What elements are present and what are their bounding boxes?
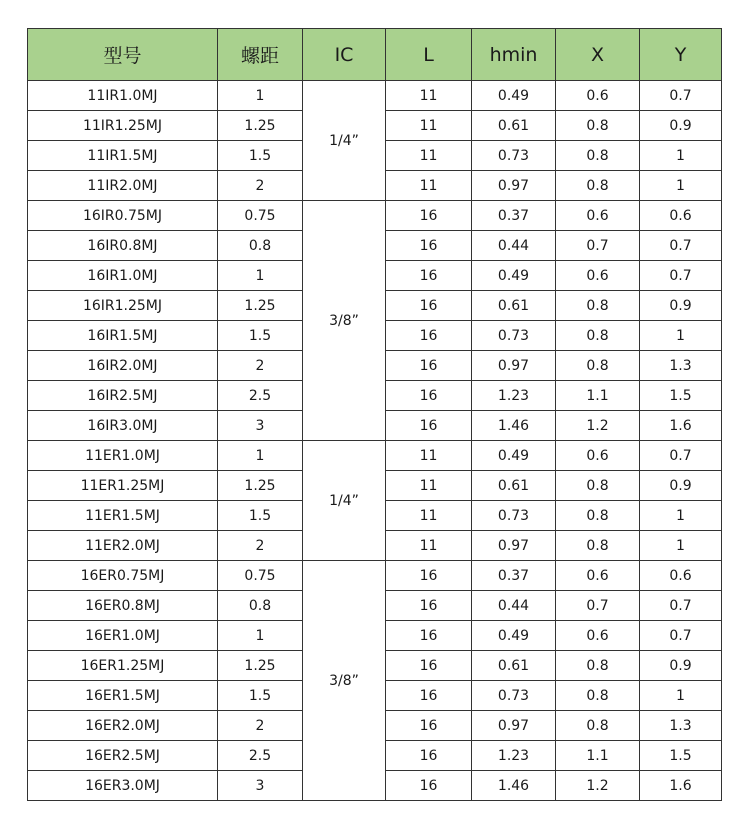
table-row: [28, 201, 722, 231]
cell-y: 0.7: [640, 591, 722, 621]
cell-pitch: 0.8: [218, 591, 303, 621]
cell-ic: 3/8”: [303, 201, 386, 441]
cell-l: 11: [386, 531, 472, 561]
cell-l: 16: [386, 231, 472, 261]
cell-l: 11: [386, 441, 472, 471]
cell-hmin: 1.46: [472, 411, 556, 441]
cell-l: 16: [386, 321, 472, 351]
table-row: [28, 81, 722, 111]
cell-y: 1: [640, 531, 722, 561]
cell-y: 0.7: [640, 261, 722, 291]
cell-x: 0.8: [556, 351, 640, 381]
cell-y: 1: [640, 501, 722, 531]
cell-hmin: 0.44: [472, 591, 556, 621]
cell-hmin: 0.73: [472, 321, 556, 351]
header-x: X: [556, 29, 640, 81]
cell-x: 0.6: [556, 441, 640, 471]
cell-l: 16: [386, 291, 472, 321]
cell-pitch: 2: [218, 351, 303, 381]
header-ic: IC: [303, 29, 386, 81]
cell-hmin: 0.49: [472, 261, 556, 291]
cell-model: 16IR2.0MJ: [28, 351, 218, 381]
cell-l: 11: [386, 471, 472, 501]
cell-model: 11IR2.0MJ: [28, 171, 218, 201]
cell-l: 16: [386, 561, 472, 591]
cell-hmin: 0.61: [472, 291, 556, 321]
cell-l: 16: [386, 381, 472, 411]
cell-hmin: 0.73: [472, 681, 556, 711]
cell-hmin: 1.23: [472, 741, 556, 771]
cell-y: 0.7: [640, 231, 722, 261]
cell-model: 16ER1.5MJ: [28, 681, 218, 711]
cell-y: 0.6: [640, 201, 722, 231]
cell-l: 11: [386, 141, 472, 171]
cell-hmin: 0.37: [472, 561, 556, 591]
cell-model: 16ER0.8MJ: [28, 591, 218, 621]
header-model: 型号: [28, 29, 218, 81]
cell-hmin: 0.97: [472, 171, 556, 201]
cell-hmin: 0.61: [472, 651, 556, 681]
cell-y: 1: [640, 141, 722, 171]
cell-pitch: 0.75: [218, 561, 303, 591]
cell-pitch: 1.25: [218, 111, 303, 141]
cell-l: 16: [386, 411, 472, 441]
cell-y: 1.6: [640, 771, 722, 801]
cell-ic: 1/4”: [303, 441, 386, 561]
cell-y: 0.9: [640, 111, 722, 141]
header-row: [28, 29, 722, 81]
cell-model: 11ER1.0MJ: [28, 441, 218, 471]
cell-y: 1.6: [640, 411, 722, 441]
cell-x: 0.8: [556, 321, 640, 351]
cell-model: 11IR1.5MJ: [28, 141, 218, 171]
cell-hmin: 0.73: [472, 141, 556, 171]
cell-pitch: 3: [218, 771, 303, 801]
cell-hmin: 0.61: [472, 111, 556, 141]
cell-l: 16: [386, 591, 472, 621]
cell-x: 0.8: [556, 291, 640, 321]
cell-y: 0.7: [640, 81, 722, 111]
cell-model: 16ER1.0MJ: [28, 621, 218, 651]
cell-pitch: 1.5: [218, 681, 303, 711]
cell-l: 16: [386, 711, 472, 741]
cell-y: 1: [640, 171, 722, 201]
cell-pitch: 1.25: [218, 291, 303, 321]
cell-hmin: 0.97: [472, 351, 556, 381]
cell-x: 0.8: [556, 711, 640, 741]
cell-pitch: 2: [218, 711, 303, 741]
cell-x: 0.6: [556, 201, 640, 231]
cell-pitch: 1.5: [218, 141, 303, 171]
cell-x: 1.2: [556, 411, 640, 441]
cell-model: 16IR1.25MJ: [28, 291, 218, 321]
cell-x: 1.1: [556, 381, 640, 411]
cell-pitch: 0.75: [218, 201, 303, 231]
cell-x: 0.8: [556, 501, 640, 531]
cell-y: 1.5: [640, 741, 722, 771]
cell-model: 16ER1.25MJ: [28, 651, 218, 681]
cell-x: 0.8: [556, 681, 640, 711]
cell-hmin: 0.49: [472, 621, 556, 651]
cell-model: 16ER2.0MJ: [28, 711, 218, 741]
cell-x: 0.6: [556, 81, 640, 111]
cell-hmin: 0.49: [472, 81, 556, 111]
cell-x: 0.6: [556, 621, 640, 651]
header-l: L: [386, 29, 472, 81]
cell-l: 16: [386, 351, 472, 381]
cell-l: 16: [386, 261, 472, 291]
cell-ic: 3/8”: [303, 561, 386, 801]
cell-model: 11IR1.0MJ: [28, 81, 218, 111]
cell-x: 0.7: [556, 231, 640, 261]
cell-model: 16ER2.5MJ: [28, 741, 218, 771]
cell-pitch: 1: [218, 441, 303, 471]
cell-x: 1.2: [556, 771, 640, 801]
table-row: [28, 441, 722, 471]
cell-l: 16: [386, 681, 472, 711]
cell-x: 0.8: [556, 651, 640, 681]
spec-table: [27, 28, 722, 801]
cell-y: 0.9: [640, 471, 722, 501]
cell-l: 16: [386, 741, 472, 771]
cell-hmin: 0.49: [472, 441, 556, 471]
cell-x: 0.8: [556, 471, 640, 501]
table-body: [28, 81, 722, 801]
cell-model: 16ER0.75MJ: [28, 561, 218, 591]
cell-hmin: 1.46: [472, 771, 556, 801]
cell-pitch: 1.5: [218, 501, 303, 531]
cell-y: 0.6: [640, 561, 722, 591]
cell-hmin: 0.61: [472, 471, 556, 501]
cell-y: 0.9: [640, 291, 722, 321]
cell-y: 0.7: [640, 621, 722, 651]
cell-pitch: 3: [218, 411, 303, 441]
cell-pitch: 2: [218, 171, 303, 201]
cell-model: 16IR0.75MJ: [28, 201, 218, 231]
cell-pitch: 1: [218, 81, 303, 111]
cell-model: 11ER1.25MJ: [28, 471, 218, 501]
cell-l: 11: [386, 171, 472, 201]
table-header: [28, 29, 722, 81]
cell-l: 16: [386, 201, 472, 231]
cell-model: 16IR3.0MJ: [28, 411, 218, 441]
cell-l: 11: [386, 81, 472, 111]
cell-model: 16IR1.0MJ: [28, 261, 218, 291]
cell-pitch: 1.5: [218, 321, 303, 351]
cell-l: 16: [386, 651, 472, 681]
cell-hmin: 0.97: [472, 531, 556, 561]
cell-pitch: 0.8: [218, 231, 303, 261]
cell-y: 0.7: [640, 441, 722, 471]
table-row: [28, 561, 722, 591]
cell-pitch: 2.5: [218, 381, 303, 411]
cell-model: 16IR2.5MJ: [28, 381, 218, 411]
cell-y: 1: [640, 321, 722, 351]
cell-pitch: 2: [218, 531, 303, 561]
cell-x: 0.6: [556, 561, 640, 591]
cell-ic: 1/4”: [303, 81, 386, 201]
cell-model: 16IR1.5MJ: [28, 321, 218, 351]
cell-model: 11ER2.0MJ: [28, 531, 218, 561]
cell-hmin: 0.44: [472, 231, 556, 261]
cell-l: 16: [386, 771, 472, 801]
cell-y: 1.3: [640, 351, 722, 381]
cell-x: 1.1: [556, 741, 640, 771]
cell-y: 1.3: [640, 711, 722, 741]
cell-pitch: 1.25: [218, 471, 303, 501]
cell-model: 11ER1.5MJ: [28, 501, 218, 531]
cell-pitch: 1: [218, 621, 303, 651]
cell-model: 16IR0.8MJ: [28, 231, 218, 261]
header-hmin: hmin: [472, 29, 556, 81]
cell-x: 0.8: [556, 141, 640, 171]
cell-hmin: 0.73: [472, 501, 556, 531]
cell-y: 0.9: [640, 651, 722, 681]
cell-x: 0.8: [556, 111, 640, 141]
cell-l: 11: [386, 111, 472, 141]
cell-l: 11: [386, 501, 472, 531]
cell-hmin: 1.23: [472, 381, 556, 411]
cell-y: 1: [640, 681, 722, 711]
cell-pitch: 2.5: [218, 741, 303, 771]
cell-y: 1.5: [640, 381, 722, 411]
cell-x: 0.7: [556, 591, 640, 621]
cell-x: 0.6: [556, 261, 640, 291]
cell-x: 0.8: [556, 531, 640, 561]
cell-model: 11IR1.25MJ: [28, 111, 218, 141]
cell-x: 0.8: [556, 171, 640, 201]
cell-model: 16ER3.0MJ: [28, 771, 218, 801]
cell-hmin: 0.97: [472, 711, 556, 741]
cell-pitch: 1: [218, 261, 303, 291]
header-pitch: 螺距: [218, 29, 303, 81]
cell-l: 16: [386, 621, 472, 651]
cell-hmin: 0.37: [472, 201, 556, 231]
header-y: Y: [640, 29, 722, 81]
cell-pitch: 1.25: [218, 651, 303, 681]
